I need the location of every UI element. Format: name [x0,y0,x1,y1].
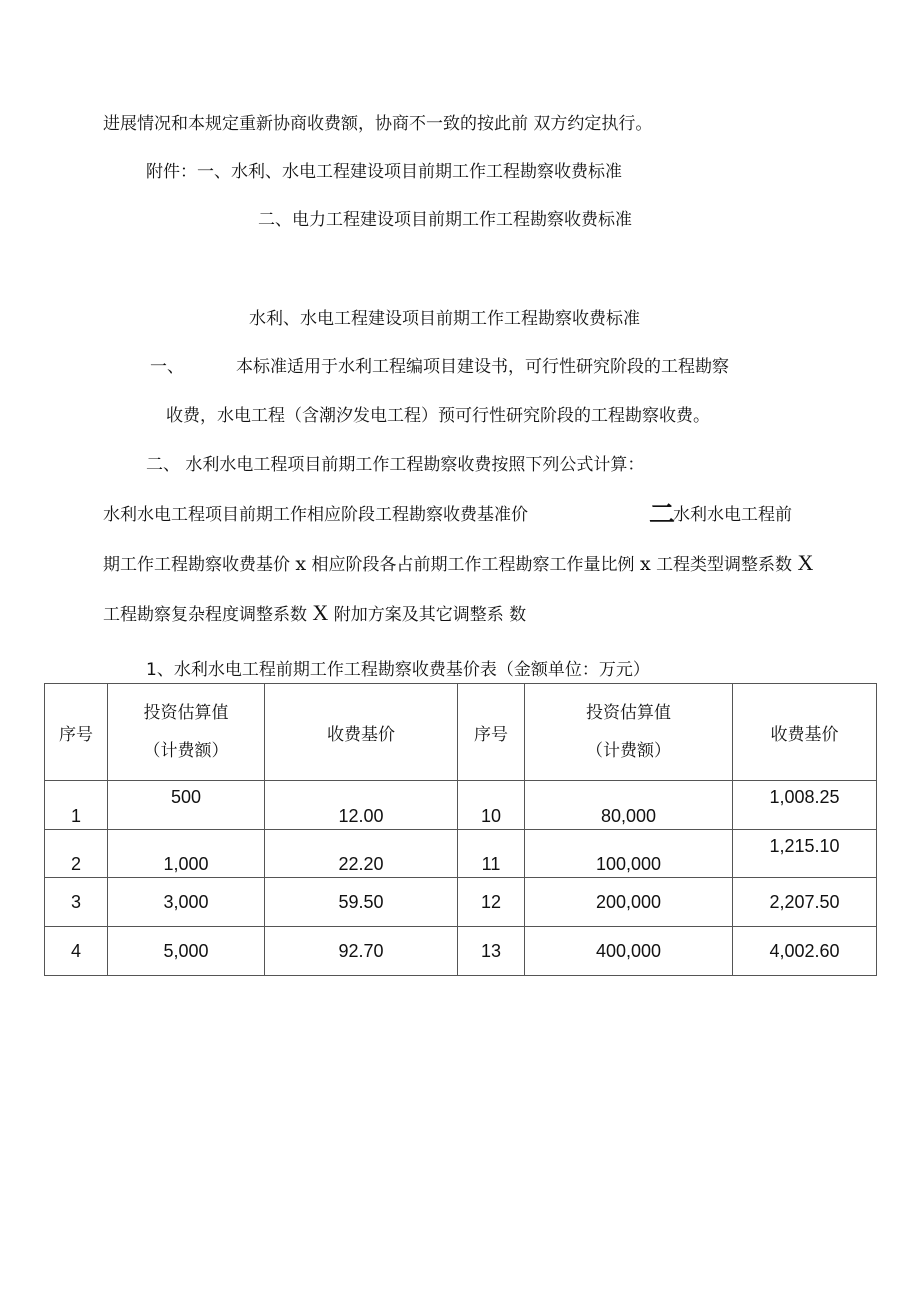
cell-invest: 200,000 [525,878,733,927]
cell-invest: 80,000 [525,781,733,830]
formula-equals [649,500,793,530]
formula-complexity-factor: 工程勘察复杂程度调整系数 [103,605,307,625]
cell-seq: 12 [458,878,525,927]
cell-seq: 10 [458,781,525,830]
multiply-operator: x [295,553,307,575]
cell-fee: 59.50 [265,878,458,927]
cell-fee: 92.70 [265,927,458,976]
cell-invest: 100,000 [525,830,733,878]
cell-fee: 22.20 [265,830,458,878]
table-caption: 1、水利水电工程前期工作工程勘察收费基价表（金额单位：万元） [146,660,650,680]
table-header-row [45,684,877,781]
cell-seq: 4 [45,927,108,976]
table-row [45,781,877,830]
item-1-number: 一、 [150,357,184,377]
formula-stage-ratio: 相应阶段各占前期工作工程勘察工作量比例 [311,555,635,575]
header-fee: 收费基价 [265,684,458,781]
formula-other-factor: 附加方案及其它调整系 数 [333,605,527,625]
cell-invest: 1,000 [108,830,265,878]
formula-type-factor: 工程类型调整系数 [656,555,793,575]
item-1-line-1: 本标准适用于水利工程编项目建设书，可行性研究阶段的工程勘察 [236,357,729,377]
cell-seq: 1 [45,781,108,830]
formula-rhs: 水利水电工程前 [673,505,793,525]
cell-seq: 3 [45,878,108,927]
table-row [45,830,877,878]
multiply-operator: x [639,553,651,575]
formula-base-price: 期工作工程勘察收费基价 [103,555,290,575]
item-1-line-2: 收费，水电工程（含潮汐发电工程）预可行性研究阶段的工程勘察收费。 [166,406,710,426]
cell-invest: 400,000 [525,927,733,976]
cell-seq: 2 [45,830,108,878]
header-invest-line-1: 投资估算值 [586,703,671,723]
cell-fee: 1,215.10 [733,830,877,878]
cell-fee: 4,002.60 [733,927,877,976]
formula-equals-sign: 二 [649,500,674,530]
attachment-item-2: 二、电力工程建设项目前期工作工程勘察收费标准 [258,210,632,230]
multiply-operator: X [797,550,814,575]
cell-seq: 13 [458,927,525,976]
header-invest [108,684,265,781]
attachment-item-1: 附件：一、水利、水电工程建设项目前期工作工程勘察收费标准 [146,162,622,182]
header-invest [525,684,733,781]
paragraph-continuation: 进展情况和本规定重新协商收费额，协商不一致的按此前 双方约定执行。 [103,114,653,134]
cell-invest: 5,000 [108,927,265,976]
header-invest-line-2: （计费额） [143,741,229,761]
cell-seq: 11 [458,830,525,878]
header-invest-line-1: 投资估算值 [143,703,229,723]
cell-fee: 12.00 [265,781,458,830]
header-invest-line-2: （计费额） [586,741,671,761]
formula-line-2 [103,552,813,576]
section-title: 水利、水电工程建设项目前期工作工程勘察收费标准 [249,309,640,329]
fee-table [44,683,877,976]
formula-lhs: 水利水电工程项目前期工作相应阶段工程勘察收费基准价 [103,505,528,525]
cell-invest: 500 [108,781,265,830]
header-fee: 收费基价 [733,684,877,781]
multiply-operator: X [312,600,329,625]
table-row [45,878,877,927]
formula-line-3 [103,602,526,626]
cell-invest: 3,000 [108,878,265,927]
cell-fee: 2,207.50 [733,878,877,927]
header-seq: 序号 [45,684,108,781]
item-2: 二、 水利水电工程项目前期工作工程勘察收费按照下列公式计算： [146,455,645,475]
header-seq: 序号 [458,684,525,781]
table-row [45,927,877,976]
cell-fee: 1,008.25 [733,781,877,830]
